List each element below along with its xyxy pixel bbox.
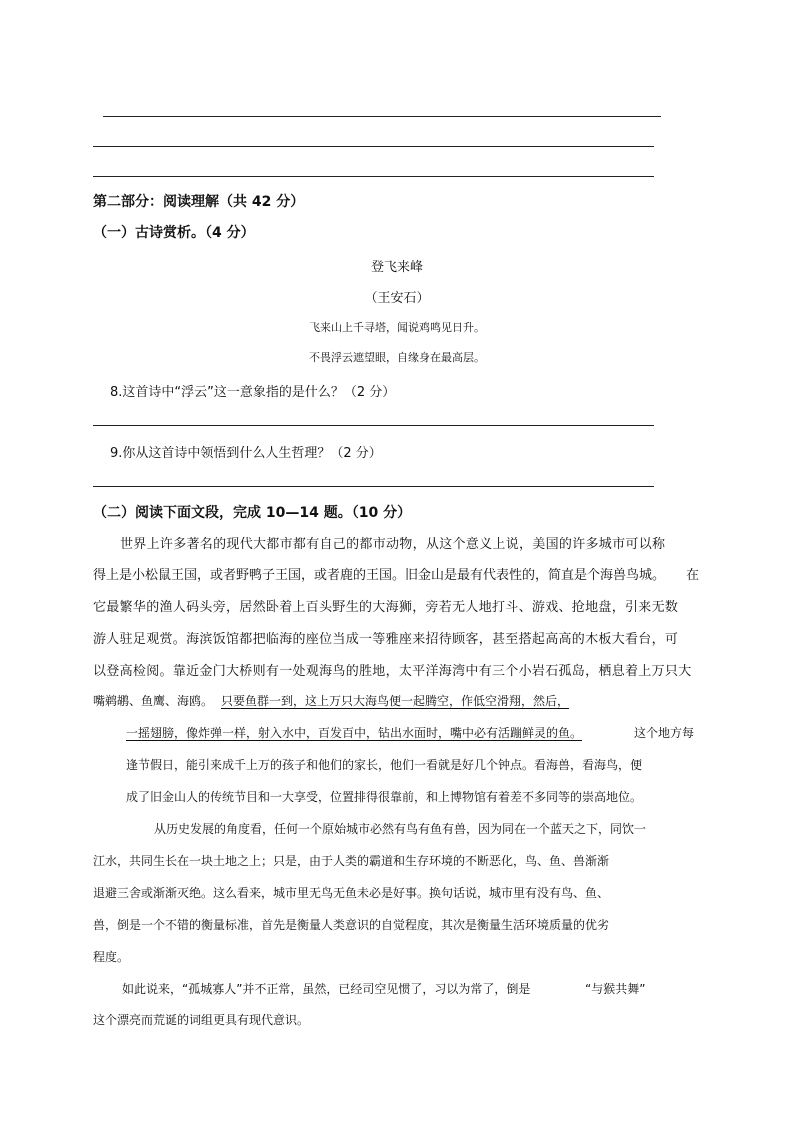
p3-line-1: 如此说来，“孤城寡人”并不正常，虽然，已经司空见惯了，习以为常了，倒是 — [122, 982, 531, 996]
p3-line-2: 这个漂亮而荒诞的词组更具有现代意识。 — [93, 1013, 310, 1027]
answer-line-2 — [93, 146, 654, 147]
p1-underlined-sentence-b: 一摇翅膀，像炸弹一样，射入水中，百发百中，钻出水面时，嘴中必有活蹦鲜灵的鱼。 — [126, 726, 583, 740]
answer-line-3 — [93, 176, 654, 177]
p1-line-9: 成了旧金山人的传统节目和一大享受，位置排得很靠前，和上博物馆有着差不多同等的崇高地位。 — [126, 790, 643, 804]
poem-title: 登飞来峰 — [370, 260, 423, 275]
p1-line-4: 游人驻足观赏。海滨饭馆都把临海的座位当成一等雅座来招待顾客，甚至搭起高高的木板大看台，可 — [93, 632, 679, 647]
p1-line-6: 嘴鹈鹕、鱼鹰、海鸥。 — [93, 694, 214, 708]
p1-underlined-sentence-a: 只要鱼群一到，这上万只大海鸟便一起腾空，作低空滑翔，然后， — [221, 694, 570, 708]
poem-author: （王安石） — [364, 291, 430, 306]
p3-quote: “与猴共舞” — [585, 982, 646, 996]
question-9: 9.你从这首诗中领悟到什么人生哲理？（2 分） — [110, 446, 382, 461]
p2-line-5: 程度。 — [93, 950, 130, 964]
p1-line-2-tail: 在 — [686, 568, 700, 583]
p1-line-3: 它最繁华的渔人码头旁，居然卧着上百头野生的大海狮，旁若无人地打斗、游戏、抢地盘，引来无数 — [93, 600, 679, 615]
answer-line-1 — [103, 116, 661, 117]
section2-heading: （二）阅读下面文段，完成 10—14 题。（10 分） — [93, 505, 412, 521]
p2-line-2: 江水，共同生长在一块土地之上；只是，由于人类的霸道和生存环境的不断恶化，鸟、鱼、兽渐渐 — [93, 854, 610, 868]
p1-line-2: 得上是小松鼠王国，或者野鸭子王国，或者鹿的王国。旧金山是最有代表性的，简直是个海兽鸟城。 — [93, 568, 666, 583]
p1-line-5: 以登高检阅。靠近金门大桥则有一处观海鸟的胜地，太平洋海湾中有三个小岩石孤岛，栖息着上万只大 — [93, 664, 692, 679]
p1-line-8: 逢节假日，能引来成千上万的孩子和他们的家长，他们一看就是好几个钟点。看海兽，看海鸟，便 — [126, 758, 643, 772]
section1-heading: （一）古诗赏析。（4 分） — [93, 225, 255, 241]
question-8: 8.这首诗中“浮云”这一意象指的是什么？（2 分） — [110, 385, 396, 400]
q9-answer-line — [93, 486, 654, 487]
poem-line-1: 飞来山上千寻塔，闻说鸡鸣见日升。 — [309, 321, 485, 334]
part2-heading: 第二部分：阅读理解（共 42 分） — [93, 194, 305, 210]
poem-line-2: 不畏浮云遮望眼，自缘身在最高层。 — [309, 351, 485, 364]
p1-line-1: 世界上许多著名的现代大都市都有自己的都市动物，从这个意义上说，美国的许多城市可以称 — [120, 537, 666, 552]
q8-answer-line — [93, 425, 654, 426]
p2-line-1: 从历史发展的角度看，任何一个原始城市必然有鸟有鱼有兽，因为同在一个蓝天之下，同饮一 — [154, 822, 647, 836]
p1-line-7-tail: 这个地方每 — [634, 726, 695, 740]
p2-line-4: 兽，倒是一个不错的衡量标准，首先是衡量人类意识的自觉程度，其次是衡量生活环境质量的优劣 — [93, 918, 610, 932]
p2-line-3: 退避三舍或渐渐灭绝。这么看来，城市里无鸟无鱼未必是好事。换句话说，城市里有没有鸟、鱼、 — [93, 886, 610, 900]
